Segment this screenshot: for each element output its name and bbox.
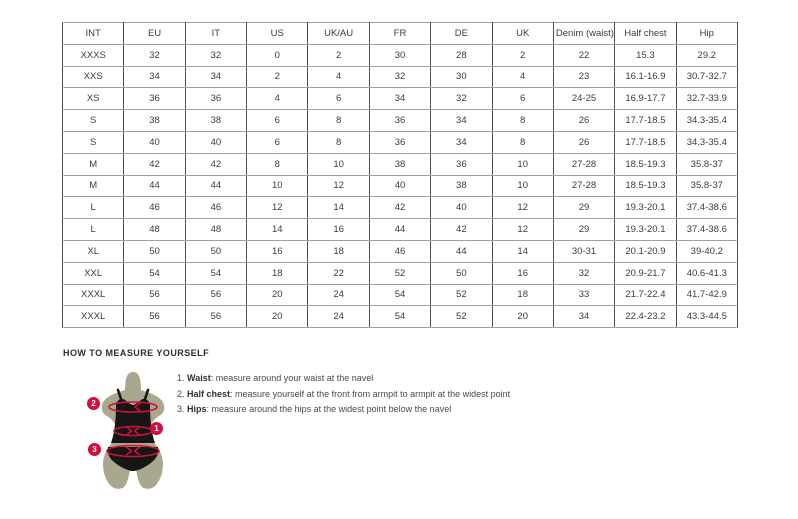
size-value-cell: 0 — [247, 44, 308, 66]
size-value-cell: 36 — [431, 153, 492, 175]
size-value-cell: 30-31 — [553, 240, 614, 262]
size-value-cell: 32.7-33.9 — [676, 88, 737, 110]
size-value-cell: 23 — [553, 66, 614, 88]
size-value-cell: 32 — [124, 44, 185, 66]
size-value-cell: 16 — [308, 219, 369, 241]
step-text: : measure around the hips at the widest point below the navel — [206, 404, 452, 414]
size-value-cell: 8 — [492, 131, 553, 153]
table-row — [63, 175, 738, 197]
size-table-section — [62, 22, 738, 328]
column-header: Denim (waist) — [553, 23, 614, 45]
size-value-cell: 12 — [492, 197, 553, 219]
measure-step — [177, 371, 510, 387]
size-value-cell: 16.1-16.9 — [615, 66, 676, 88]
size-value-cell: 43.3-44.5 — [676, 306, 737, 328]
size-value-cell: 24 — [308, 306, 369, 328]
size-value-cell: 10 — [492, 153, 553, 175]
size-value-cell: 10 — [308, 153, 369, 175]
size-value-cell: 8 — [247, 153, 308, 175]
size-value-cell: 36 — [369, 131, 430, 153]
size-value-cell: 24 — [308, 284, 369, 306]
size-value-cell: 41.7-42.9 — [676, 284, 737, 306]
size-value-cell: 32 — [369, 66, 430, 88]
size-value-cell: 34.3-35.4 — [676, 110, 737, 132]
how-to-measure-heading: HOW TO MEASURE YOURSELF — [63, 348, 210, 358]
size-label-cell: S — [63, 110, 124, 132]
size-value-cell: 40 — [124, 131, 185, 153]
size-value-cell: 2 — [492, 44, 553, 66]
size-value-cell: 26 — [553, 110, 614, 132]
size-value-cell: 30.7-32.7 — [676, 66, 737, 88]
size-value-cell: 6 — [247, 131, 308, 153]
size-label-cell: L — [63, 219, 124, 241]
size-value-cell: 50 — [185, 240, 246, 262]
size-value-cell: 52 — [431, 284, 492, 306]
size-value-cell: 56 — [124, 284, 185, 306]
size-value-cell: 6 — [308, 88, 369, 110]
size-value-cell: 42 — [185, 153, 246, 175]
size-value-cell: 10 — [492, 175, 553, 197]
hips-measure-badge: 3 — [88, 443, 101, 456]
size-value-cell: 6 — [247, 110, 308, 132]
size-value-cell: 8 — [492, 110, 553, 132]
size-value-cell: 27-28 — [553, 175, 614, 197]
size-value-cell: 40 — [185, 131, 246, 153]
size-value-cell: 14 — [492, 240, 553, 262]
column-header: UK — [492, 23, 553, 45]
size-value-cell: 54 — [185, 262, 246, 284]
size-value-cell: 42 — [369, 197, 430, 219]
size-value-cell: 17.7-18.5 — [615, 131, 676, 153]
table-row — [63, 131, 738, 153]
size-value-cell: 4 — [247, 88, 308, 110]
size-value-cell: 2 — [247, 66, 308, 88]
size-value-cell: 12 — [492, 219, 553, 241]
size-label-cell: XL — [63, 240, 124, 262]
measure-step — [177, 387, 510, 403]
size-value-cell: 12 — [247, 197, 308, 219]
size-value-cell: 40.6-41.3 — [676, 262, 737, 284]
size-value-cell: 18.5-19.3 — [615, 153, 676, 175]
size-value-cell: 56 — [124, 306, 185, 328]
size-value-cell: 16.9-17.7 — [615, 88, 676, 110]
size-table-body — [63, 44, 738, 327]
size-label-cell: XXXL — [63, 306, 124, 328]
column-header: EU — [124, 23, 185, 45]
size-label-cell: XXL — [63, 262, 124, 284]
size-label-cell: XXXS — [63, 44, 124, 66]
size-value-cell: 32 — [185, 44, 246, 66]
size-value-cell: 44 — [185, 175, 246, 197]
size-value-cell: 20.1-20.9 — [615, 240, 676, 262]
mannequin-illustration — [78, 370, 188, 492]
size-value-cell: 12 — [308, 175, 369, 197]
size-value-cell: 24-25 — [553, 88, 614, 110]
size-value-cell: 8 — [308, 110, 369, 132]
size-value-cell: 16 — [247, 240, 308, 262]
size-value-cell: 21.7-22.4 — [615, 284, 676, 306]
size-value-cell: 35.8-37 — [676, 175, 737, 197]
size-value-cell: 20.9-21.7 — [615, 262, 676, 284]
size-value-cell: 44 — [431, 240, 492, 262]
size-value-cell: 29 — [553, 219, 614, 241]
size-value-cell: 40 — [369, 175, 430, 197]
size-value-cell: 4 — [308, 66, 369, 88]
size-label-cell: L — [63, 197, 124, 219]
size-value-cell: 56 — [185, 306, 246, 328]
step-label: Half chest — [187, 388, 231, 399]
table-row — [63, 240, 738, 262]
size-value-cell: 48 — [185, 219, 246, 241]
size-value-cell: 10 — [247, 175, 308, 197]
size-value-cell: 38 — [124, 110, 185, 132]
size-value-cell: 52 — [369, 262, 430, 284]
size-value-cell: 14 — [247, 219, 308, 241]
step-number: 2. — [177, 388, 185, 399]
size-value-cell: 54 — [369, 306, 430, 328]
size-value-cell: 42 — [124, 153, 185, 175]
size-value-cell: 20 — [492, 306, 553, 328]
size-value-cell: 16 — [492, 262, 553, 284]
size-value-cell: 19.3-20.1 — [615, 197, 676, 219]
size-value-cell: 38 — [185, 110, 246, 132]
size-value-cell: 50 — [431, 262, 492, 284]
size-value-cell: 42 — [431, 219, 492, 241]
mannequin-neck — [125, 372, 141, 391]
size-value-cell: 4 — [492, 66, 553, 88]
chest-measure-badge: 2 — [87, 397, 100, 410]
size-value-cell: 27-28 — [553, 153, 614, 175]
table-row — [63, 219, 738, 241]
measurement-figure — [78, 370, 188, 492]
step-number: 3. — [177, 404, 185, 414]
measure-step — [177, 402, 510, 418]
step-text: : measure yourself at the front from armpit to armpit at the widest point — [230, 388, 511, 399]
table-row — [63, 66, 738, 88]
size-label-cell: M — [63, 175, 124, 197]
table-row — [63, 262, 738, 284]
table-row — [63, 110, 738, 132]
size-value-cell: 38 — [431, 175, 492, 197]
table-row — [63, 197, 738, 219]
size-value-cell: 28 — [431, 44, 492, 66]
step-label: Hips — [187, 404, 207, 414]
size-value-cell: 50 — [124, 240, 185, 262]
size-value-cell: 18 — [308, 240, 369, 262]
size-value-cell: 46 — [369, 240, 430, 262]
size-value-cell: 32 — [553, 262, 614, 284]
size-value-cell: 54 — [369, 284, 430, 306]
header-row — [63, 23, 738, 45]
size-label-cell: M — [63, 153, 124, 175]
size-value-cell: 34 — [431, 131, 492, 153]
size-value-cell: 20 — [247, 306, 308, 328]
size-value-cell: 34 — [369, 88, 430, 110]
column-header: UK/AU — [308, 23, 369, 45]
size-value-cell: 29.2 — [676, 44, 737, 66]
size-value-cell: 18.5-19.3 — [615, 175, 676, 197]
size-label-cell: XXS — [63, 66, 124, 88]
size-value-cell: 29 — [553, 197, 614, 219]
size-value-cell: 8 — [308, 131, 369, 153]
column-header: FR — [369, 23, 430, 45]
size-value-cell: 19.3-20.1 — [615, 219, 676, 241]
size-value-cell: 30 — [369, 44, 430, 66]
size-value-cell: 54 — [124, 262, 185, 284]
size-value-cell: 36 — [369, 110, 430, 132]
size-value-cell: 34.3-35.4 — [676, 131, 737, 153]
size-value-cell: 46 — [124, 197, 185, 219]
size-value-cell: 32 — [431, 88, 492, 110]
size-value-cell: 15.3 — [615, 44, 676, 66]
size-value-cell: 39-40.2 — [676, 240, 737, 262]
size-value-cell: 35.8-37 — [676, 153, 737, 175]
size-value-cell: 34 — [431, 110, 492, 132]
size-value-cell: 56 — [185, 284, 246, 306]
waist-measure-badge: 1 — [150, 422, 163, 435]
size-value-cell: 38 — [369, 153, 430, 175]
size-value-cell: 37.4-38.6 — [676, 219, 737, 241]
size-value-cell: 30 — [431, 66, 492, 88]
size-value-cell: 6 — [492, 88, 553, 110]
column-header: IT — [185, 23, 246, 45]
size-value-cell: 33 — [553, 284, 614, 306]
table-row — [63, 306, 738, 328]
size-value-cell: 18 — [492, 284, 553, 306]
size-value-cell: 52 — [431, 306, 492, 328]
size-value-cell: 36 — [185, 88, 246, 110]
size-value-cell: 20 — [247, 284, 308, 306]
table-row — [63, 153, 738, 175]
size-value-cell: 37.4-38.6 — [676, 197, 737, 219]
size-value-cell: 22.4-23.2 — [615, 306, 676, 328]
size-value-cell: 44 — [124, 175, 185, 197]
size-value-cell: 17.7-18.5 — [615, 110, 676, 132]
camisole-top — [111, 399, 155, 443]
size-value-cell: 46 — [185, 197, 246, 219]
column-header: Half chest — [615, 23, 676, 45]
size-value-cell: 34 — [185, 66, 246, 88]
size-value-cell: 22 — [553, 44, 614, 66]
size-value-cell: 40 — [431, 197, 492, 219]
size-value-cell: 22 — [308, 262, 369, 284]
table-row — [63, 44, 738, 66]
step-label: Waist — [187, 373, 211, 383]
column-header: INT — [63, 23, 124, 45]
step-text: : measure around your waist at the navel — [210, 373, 374, 383]
measure-steps-list — [177, 371, 510, 418]
table-row — [63, 284, 738, 306]
size-value-cell: 18 — [247, 262, 308, 284]
size-value-cell: 44 — [369, 219, 430, 241]
size-value-cell: 34 — [124, 66, 185, 88]
step-number: 1. — [177, 373, 185, 383]
size-label-cell: S — [63, 131, 124, 153]
column-header: Hip — [676, 23, 737, 45]
size-value-cell: 14 — [308, 197, 369, 219]
table-row — [63, 88, 738, 110]
size-value-cell: 36 — [124, 88, 185, 110]
size-label-cell: XXXL — [63, 284, 124, 306]
column-header: DE — [431, 23, 492, 45]
size-value-cell: 48 — [124, 219, 185, 241]
size-label-cell: XS — [63, 88, 124, 110]
column-header: US — [247, 23, 308, 45]
size-value-cell: 26 — [553, 131, 614, 153]
size-value-cell: 34 — [553, 306, 614, 328]
size-table — [62, 22, 738, 328]
size-value-cell: 2 — [308, 44, 369, 66]
size-table-head — [63, 23, 738, 45]
